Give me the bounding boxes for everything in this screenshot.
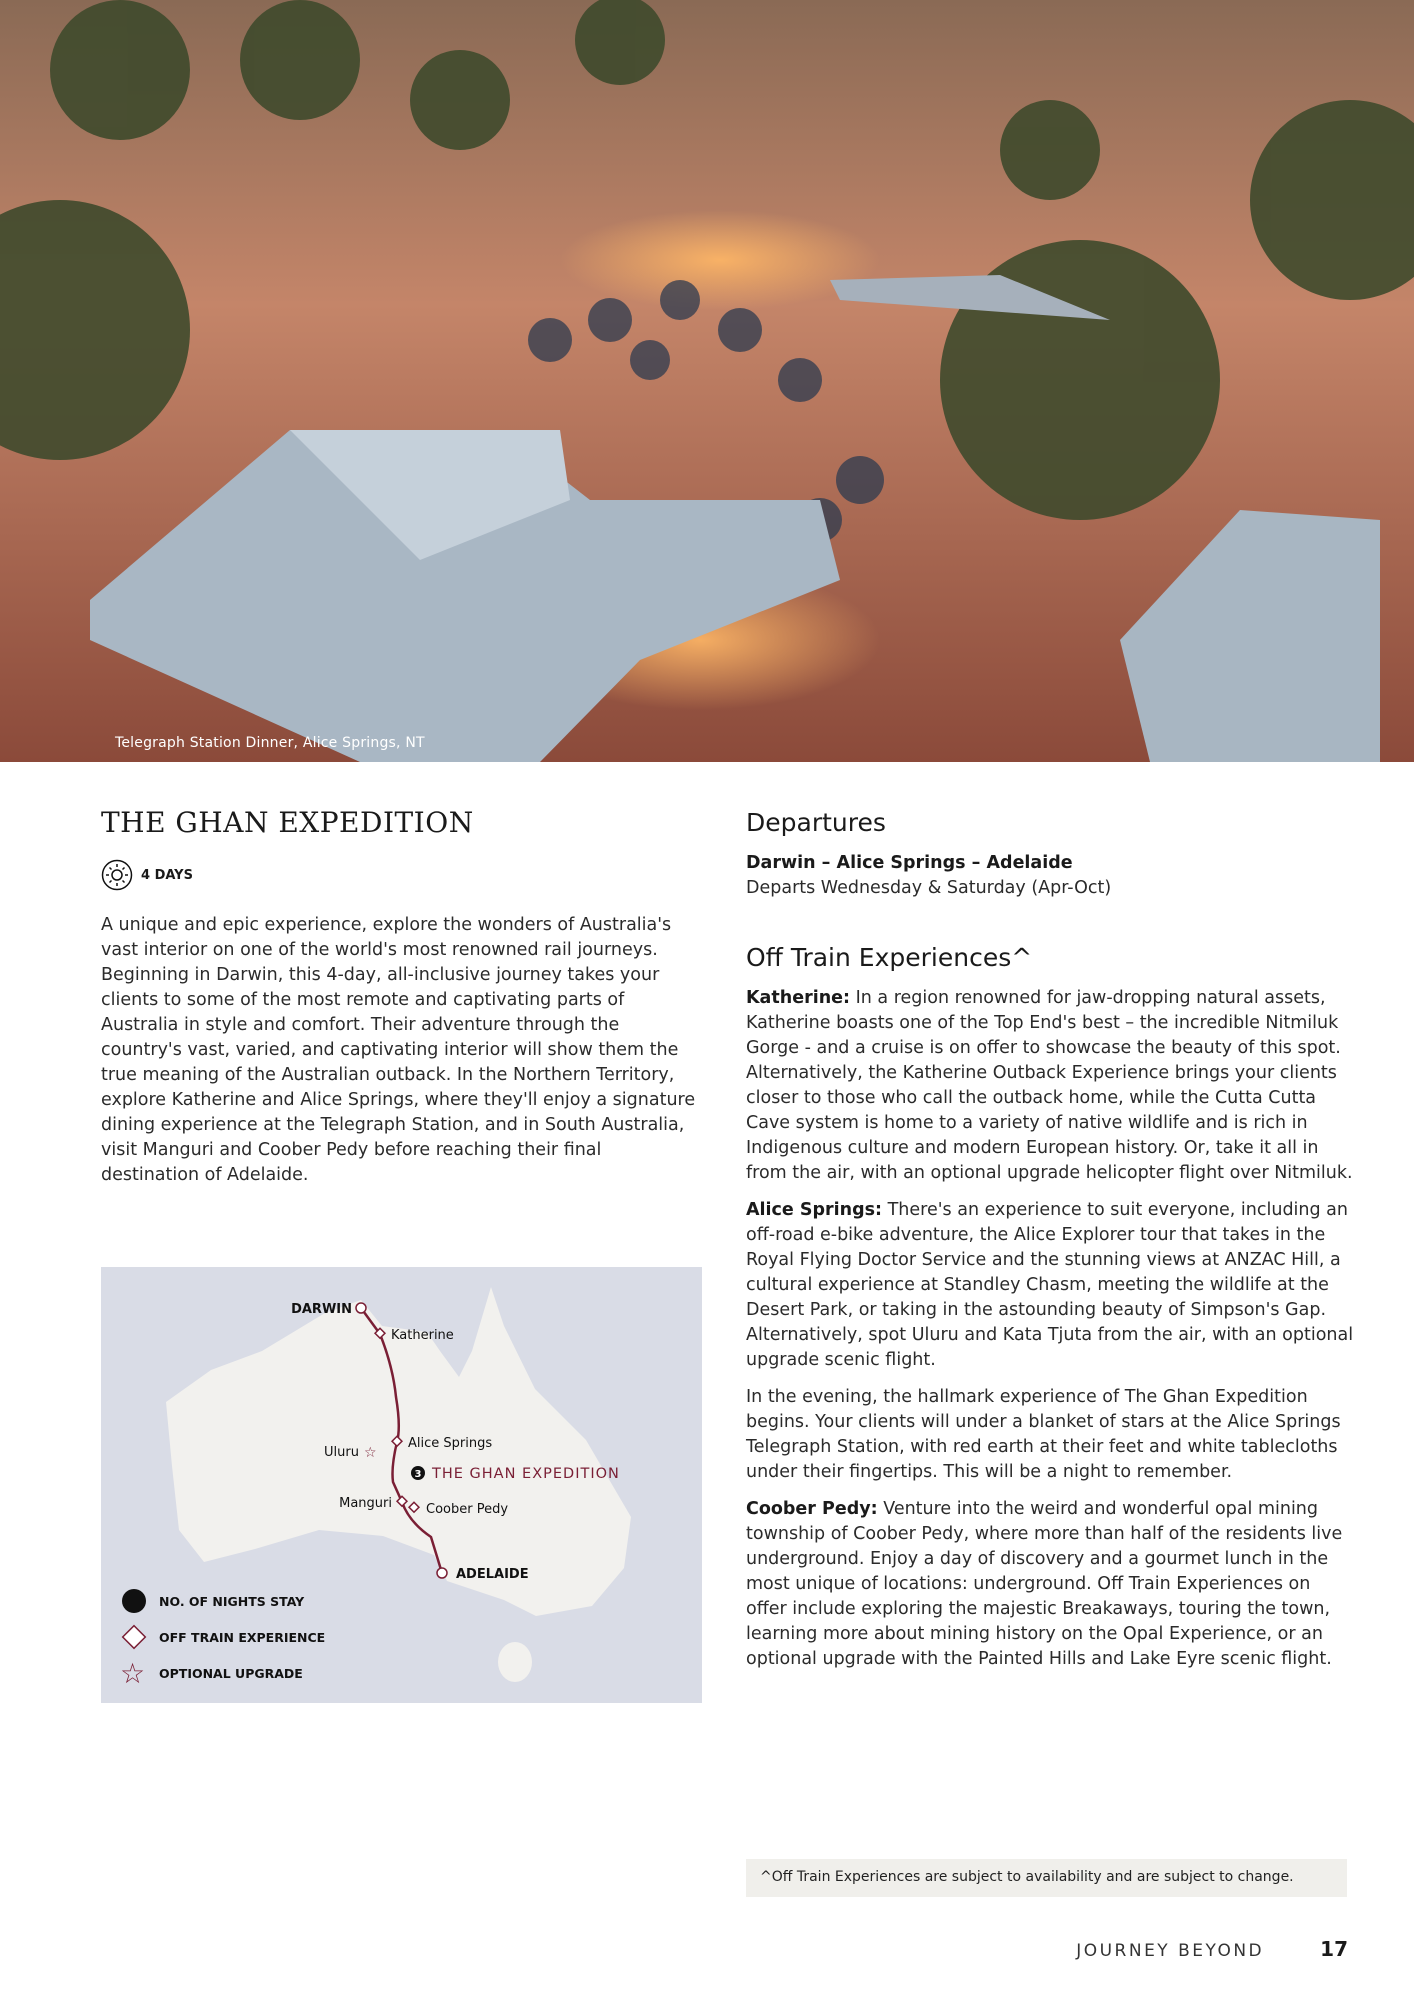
- label-uluru: Uluru: [324, 1445, 359, 1460]
- experience-alice-springs: Alice Springs: There's an experience to suit everyone, including an off-road e-bike adventure, the Alice Explorer tour that takes in the Royal Flying Doctor Service and the stunning views at ANZAC Hill, a cultural experience at Standley Chasm, meeting the wildlife at the Desert Park, or taking in the astounding beauty of Simpson's Gap. Alternatively, spot Uluru and Kata Tjuta from the air, with an optional upgrade scenic flight.: [746, 1200, 1354, 1370]
- darwin-marker: [356, 1303, 366, 1313]
- trip-overview: [101, 806, 701, 1188]
- legend-dot-icon: [122, 1589, 146, 1613]
- route-label: THE GHAN EXPEDITION: [432, 1466, 620, 1482]
- brand-name: JOURNEY BEYOND: [1076, 1941, 1265, 1961]
- trip-description: A unique and epic experience, explore the wonders of Australia's vast interior on one of the world's most renowned rail journeys. Beginning in Darwin, this 4-day, all-inclusive journey takes your clients to some of the most remote and captivating parts of Australia in style and comfort. Their adventure through the country's vast, varied, and captivating interior will show them the true meaning of the Australian outback. In the Northern Territory, explore Katherine and Alice Springs, where they'll enjoy a signature dining experience at the Telegraph Station, and in South Australia, visit Manguri and Coober Pedy before reaching their final destination of Adelaide.: [101, 915, 696, 1185]
- uluru-star-icon: ☆: [364, 1445, 377, 1461]
- svg-text:3: 3: [414, 1469, 422, 1480]
- experience-evening: In the evening, the hallmark experience of The Ghan Expedition begins. Your clients will under a blanket of stars at the Alice Springs Telegraph Station, with red earth at their feet and white tablecloths under their fingertips. This will be a night to remember.: [746, 1387, 1341, 1482]
- label-manguri: Manguri: [339, 1496, 392, 1511]
- footnote: ^Off Train Experiences are subject to availability and are subject to change.: [746, 1859, 1347, 1897]
- trip-title: THE GHAN EXPEDITION: [101, 806, 474, 839]
- legend-diamond-icon: [123, 1626, 146, 1649]
- departure-schedule: Departs Wednesday & Saturday (Apr-Oct): [746, 878, 1112, 898]
- tasmania: [498, 1642, 532, 1682]
- legend-off-train: OFF TRAIN EXPERIENCE: [159, 1630, 326, 1645]
- departures-heading: Departures: [746, 808, 886, 837]
- route-map: [101, 1267, 702, 1703]
- experiences-heading: Off Train Experiences^: [746, 943, 1033, 972]
- legend-nights: NO. OF NIGHTS STAY: [159, 1594, 305, 1609]
- label-darwin: DARWIN: [291, 1302, 352, 1317]
- adelaide-marker: [437, 1568, 447, 1578]
- page-footer: [1076, 1937, 1348, 1961]
- label-alice: Alice Springs: [408, 1436, 493, 1451]
- photo-caption: Telegraph Station Dinner, Alice Springs, NT: [115, 735, 425, 751]
- page-number: 17: [1320, 1937, 1348, 1961]
- duration-label: 4 DAYS: [141, 867, 193, 883]
- legend-star-icon: ☆: [120, 1657, 146, 1690]
- label-katherine: Katherine: [391, 1328, 454, 1343]
- experience-katherine: Katherine: In a region renowned for jaw-dropping natural assets, Katherine boasts one of the Top End's best – the incredible Nitmiluk Gorge - and a cruise is on offer to showcase the beauty of this spot. Alternatively, the Katherine Outback Experience brings your clients closer to those who call the outback home, while the Cutta Cutta Cave system is home to a variety of native wildlife and is rich in Indigenous culture and modern European history. Or, take it all in from the air, with an optional upgrade helicopter flight over Nitmiluk.: [746, 988, 1353, 1183]
- trip-duration: [101, 859, 701, 891]
- departure-route: Darwin – Alice Springs – Adelaide: [746, 853, 1073, 873]
- details-column: [746, 808, 1356, 1684]
- experience-coober-pedy: Coober Pedy: Venture into the weird and wonderful opal mining township of Coober Pedy, where more than half of the residents live underground. Enjoy a day of discovery and a gourmet lunch in the most unique of locations: underground. Off Train Experiences on offer include exploring the majestic Breakaways, touring the town, learning more about mining history on the Opal Experience, or an optional upgrade with the Painted Hills and Lake Eyre scenic flight.: [746, 1499, 1343, 1669]
- legend-upgrade: OPTIONAL UPGRADE: [159, 1666, 303, 1681]
- hero-photo: [0, 0, 1414, 762]
- label-adelaide: ADELAIDE: [456, 1567, 529, 1582]
- sun-icon: [101, 859, 133, 891]
- label-coober: Coober Pedy: [426, 1502, 509, 1517]
